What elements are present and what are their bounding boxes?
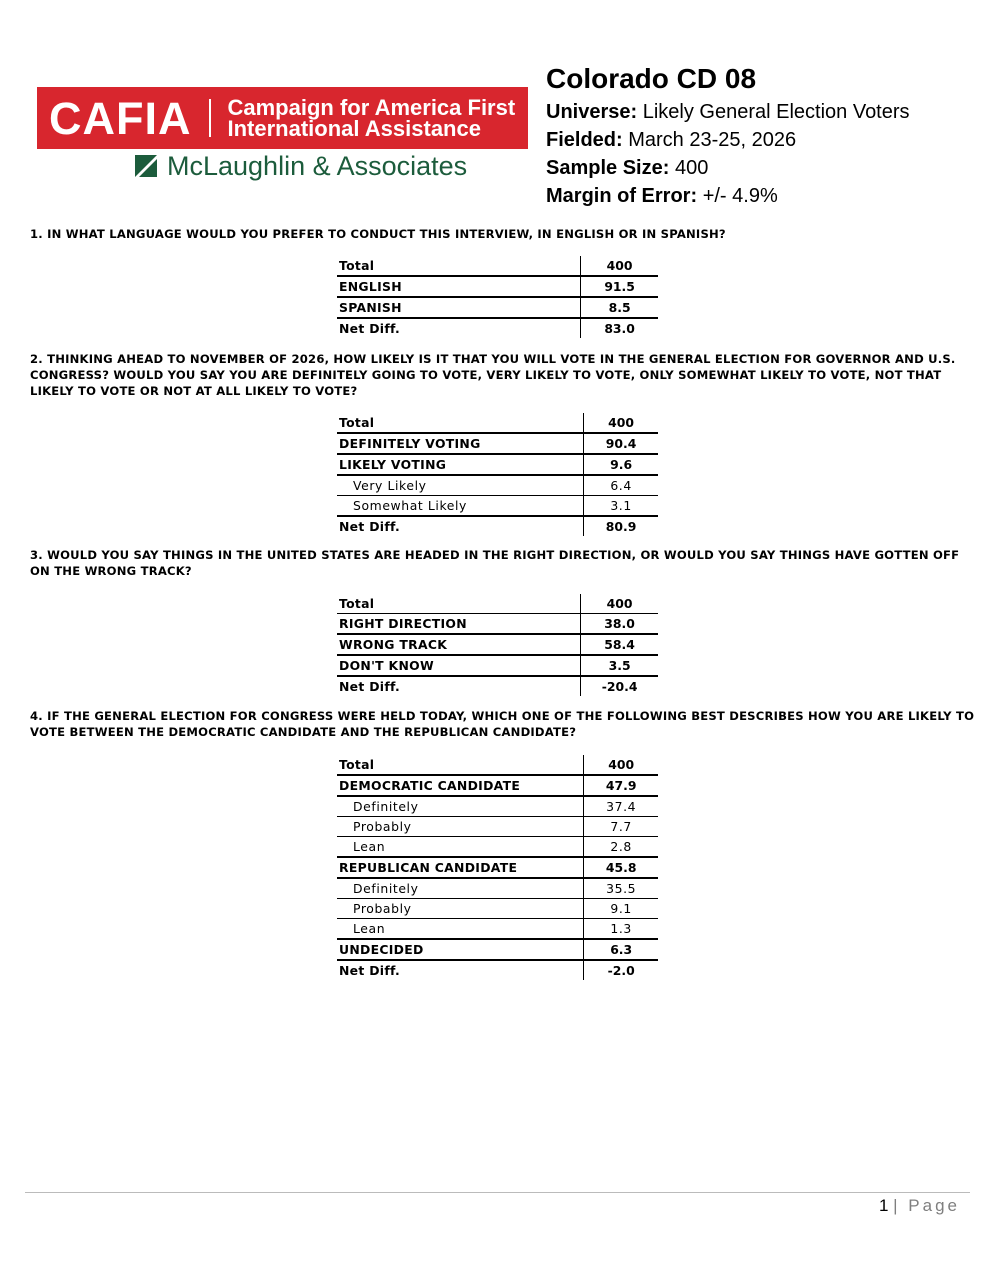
question-4-text: 4. IF THE GENERAL ELECTION FOR CONGRESS WERE HELD TODAY, WHICH ONE OF THE FOLLOWING BEST DESCRIBES HOW YOU ARE LIKELY TO VOTE BETWEEN THE DEMOCRATIC CANDIDATE AND THE REPUBLICAN CANDIDATE?: [30, 709, 975, 739]
row-label: Lean: [337, 837, 584, 858]
row-value: 3.1: [584, 496, 658, 517]
table-row: [337, 614, 658, 635]
row-label: Total: [339, 258, 375, 273]
row-label: LIKELY VOTING: [337, 454, 584, 475]
table-row: [337, 755, 658, 775]
row-value: 2.8: [584, 837, 658, 858]
row-label: Definitely: [337, 796, 584, 817]
page-number: 1: [878, 1196, 889, 1215]
survey-header: [546, 60, 910, 210]
question-2-text: 2. THINKING AHEAD TO NOVEMBER OF 2026, HOW LIKELY IS IT THAT YOU WILL VOTE IN THE GENERAL ELECTION FOR GOVERNOR AND U.S. CONGRESS? WOULD YOU SAY YOU ARE DEFINITELY GOING TO VOTE, VERY LIKELY TO VOTE, ONLY SOMEWHAT LIKELY TO VOTE, NOT THAT LIKELY TO VOTE OR NOT AT ALL LIKELY TO VOTE?: [30, 352, 956, 398]
logo-acronym: CAFIA: [49, 92, 192, 144]
mclaughlin-logo: [135, 150, 467, 182]
row-label: Probably: [337, 899, 584, 919]
row-value: 45.8: [584, 857, 658, 878]
table-row: [337, 496, 658, 517]
table-row: [337, 817, 658, 837]
table-row: [337, 634, 658, 655]
row-label: SPANISH: [337, 297, 581, 318]
row-label: WRONG TRACK: [337, 634, 581, 655]
row-value: 47.9: [584, 775, 658, 796]
row-label: Total: [339, 596, 375, 611]
row-value: 8.5: [581, 297, 658, 318]
logo-line-1: Campaign for America First: [227, 95, 516, 120]
row-value: 83.0: [581, 318, 658, 338]
table-row: [337, 276, 658, 297]
cafia-logo: [37, 87, 528, 149]
row-label: Net Diff.: [337, 516, 584, 536]
footer-divider: [25, 1192, 970, 1193]
table-row: [337, 516, 658, 536]
sample-value: 400: [674, 157, 709, 179]
sample-row: [546, 154, 910, 182]
table-row: [337, 837, 658, 858]
question-3-table: [337, 594, 658, 696]
row-value: 9.1: [584, 899, 658, 919]
row-label: ENGLISH: [337, 276, 581, 297]
row-value: 37.4: [584, 796, 658, 817]
row-value: 90.4: [584, 433, 658, 454]
universe-label: Universe:: [546, 101, 638, 123]
moe-value: +/- 4.9%: [702, 185, 778, 207]
table-row: [337, 318, 658, 338]
row-value: 91.5: [581, 276, 658, 297]
row-value: 80.9: [584, 516, 658, 536]
row-value: 1.3: [584, 919, 658, 940]
row-label: Net Diff.: [337, 676, 581, 696]
row-value: 38.0: [581, 614, 658, 635]
table-row: [337, 775, 658, 796]
moe-row: [546, 182, 910, 210]
question-3-text: 3. WOULD YOU SAY THINGS IN THE UNITED STATES ARE HEADED IN THE RIGHT DIRECTION, OR WOULD YOU SAY THINGS HAVE GOTTEN OFF ON THE WRONG TRACK?: [30, 548, 960, 578]
row-label: Definitely: [337, 878, 584, 899]
row-value: 7.7: [584, 817, 658, 837]
table-row: [337, 796, 658, 817]
row-label: Net Diff.: [337, 960, 584, 980]
table-row: [337, 256, 658, 276]
row-label: DEFINITELY VOTING: [337, 433, 584, 454]
logo-divider: [209, 99, 211, 137]
row-label: DEMOCRATIC CANDIDATE: [337, 775, 584, 796]
question-4-table: [337, 755, 658, 980]
row-value: 400: [581, 594, 658, 614]
page-footer: [879, 1196, 960, 1216]
question-1-text: 1. IN WHAT LANGUAGE WOULD YOU PREFER TO CONDUCT THIS INTERVIEW, IN ENGLISH OR IN SPANISH?: [30, 227, 726, 241]
row-label: Somewhat Likely: [337, 496, 584, 517]
table-row: [337, 919, 658, 940]
row-label: DON'T KNOW: [337, 655, 581, 676]
partner-name: McLaughlin & Associates: [167, 150, 468, 181]
row-label: Lean: [337, 919, 584, 940]
row-value: 6.4: [584, 475, 658, 496]
table-row: [337, 960, 658, 980]
question-2-table: [337, 413, 658, 536]
table-row: [337, 655, 658, 676]
table-row: [337, 939, 658, 960]
row-label: Probably: [337, 817, 584, 837]
fielded-label: Fielded:: [546, 129, 623, 151]
table-row: [337, 857, 658, 878]
row-value: 35.5: [584, 878, 658, 899]
row-label: Very Likely: [337, 475, 584, 496]
table-row: [337, 676, 658, 696]
row-value: 400: [584, 755, 658, 775]
row-label: REPUBLICAN CANDIDATE: [337, 857, 584, 878]
question-1-table: [337, 256, 658, 338]
moe-label: Margin of Error:: [546, 185, 698, 207]
fielded-value: March 23-25, 2026: [628, 129, 797, 151]
row-value: 58.4: [581, 634, 658, 655]
row-value: 3.5: [581, 655, 658, 676]
sample-label: Sample Size:: [546, 157, 670, 179]
table-row: [337, 899, 658, 919]
row-label: UNDECIDED: [337, 939, 584, 960]
row-label: Total: [339, 415, 375, 430]
table-row: [337, 433, 658, 454]
page-label: | Page: [893, 1196, 960, 1215]
mclaughlin-mark-icon: [135, 155, 157, 177]
row-label: RIGHT DIRECTION: [337, 614, 581, 635]
row-label: Net Diff.: [337, 318, 581, 338]
row-label: Total: [339, 757, 375, 772]
row-value: 6.3: [584, 939, 658, 960]
row-value: 9.6: [584, 454, 658, 475]
table-row: [337, 413, 658, 433]
universe-value: Likely General Election Voters: [642, 101, 910, 123]
logo-full-name: [227, 97, 515, 139]
table-row: [337, 878, 658, 899]
table-row: [337, 594, 658, 614]
fielded-row: [546, 126, 910, 154]
row-value: 400: [584, 413, 658, 433]
table-row: [337, 454, 658, 475]
table-row: [337, 297, 658, 318]
table-row: [337, 475, 658, 496]
logo-line-2: International Assistance: [227, 116, 481, 141]
page-title: Colorado CD 08: [546, 63, 757, 94]
row-value: 400: [581, 256, 658, 276]
row-value: -2.0: [584, 960, 658, 980]
universe-row: [546, 98, 910, 126]
row-value: -20.4: [581, 676, 658, 696]
